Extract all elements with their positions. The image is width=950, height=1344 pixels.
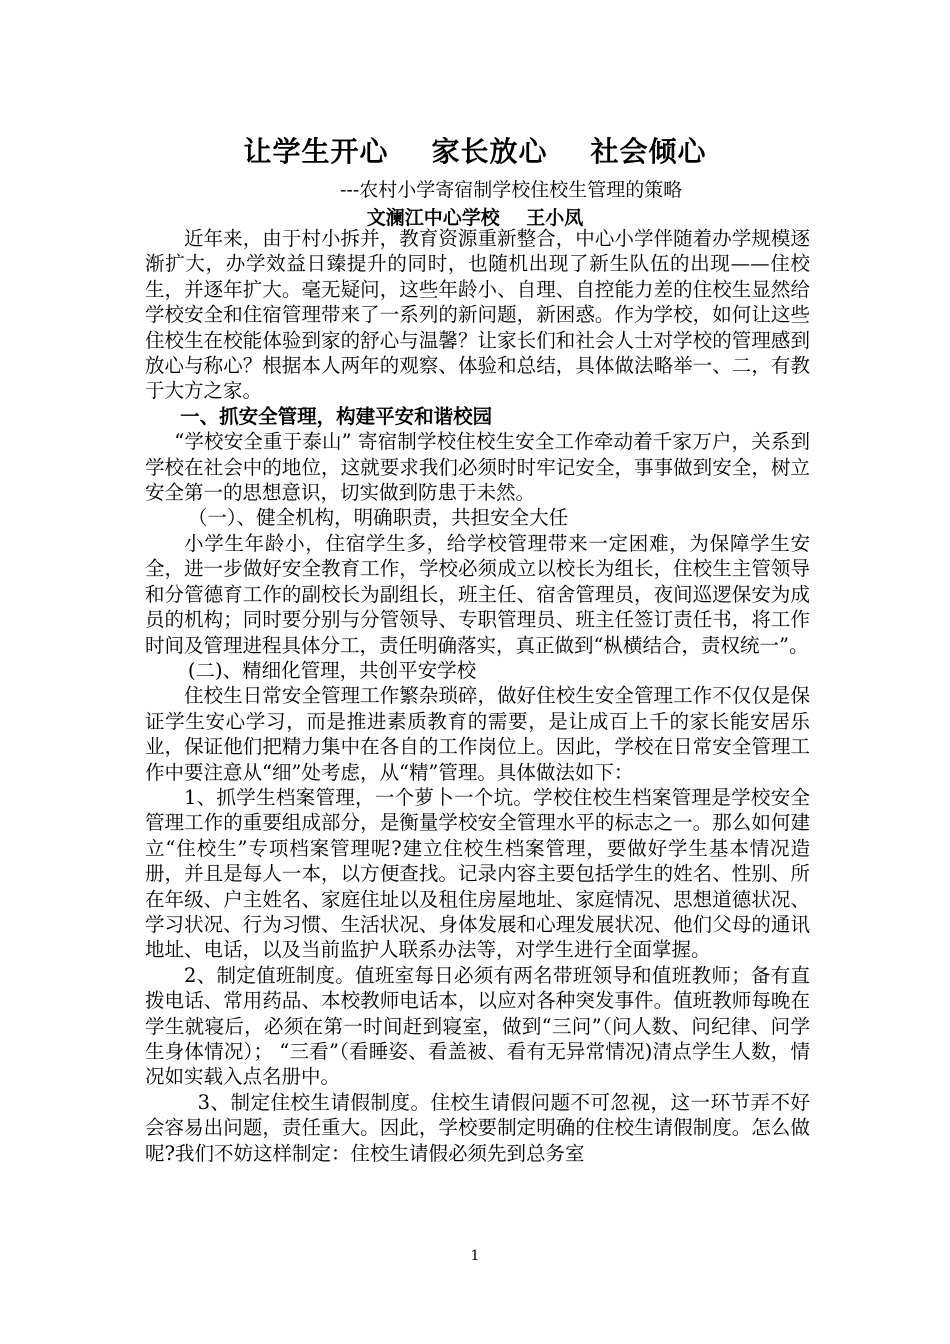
section-heading-1: 一、抓安全管理，构建平安和谐校园 [180,404,493,428]
list-item-archives: 1、抓学生档案管理，一个萝卜一个坑。学校住校生档案管理是学校安全管理工作的重要组成部分，是衡量学校安全管理水平的标志之一。那么如何建立“住校生”专项档案管理呢?建立住校生档案管理，要做好学生基本情况造册，并且是每人一本，以方便查找。记录内容主要包括学生的姓名、性别、所在年级、户主姓名、家庭住址以及租住房屋地址、家庭情况、思想道德状况、学习状况、行为习惯、生活状况、身体发展和心理发展状况、他们父母的通讯地址、电话，以及当前监护人联系办法等，对学生进行全面掌握。 [145,785,810,962]
list-item-duty: 2、制定值班制度。值班室每日必须有两名带班领导和值班教师；备有直拨电话、常用药品、本校教师电话本，以应对各种突发事件。值班教师每晚在学生就寝后，必须在第一时间赶到寝室，做到“三问”（问人数、问纪律、问学生身体情况）； “三看”（看睡姿、看盖被、看有无异常情况)清点学生人数，情况如实载入点名册中。 [145,963,810,1089]
paragraph-refined-management: 住校生日常安全管理工作繁杂琐碎，做好住校生安全管理工作不仅仅是保证学生安心学习，而是推进素质教育的需要，是让成百上千的家长能安居乐业，保证他们把精力集中在各自的工作岗位上。因此，学校在日常安全管理工作中要注意从“细”处考虑，从“精”管理。具体做法如下： [145,684,810,784]
document-title: 让学生开心 家长放心 社会倾心 [243,135,707,168]
page-number: 1 [470,1248,480,1264]
subsection-heading-1: （一）、健全机构，明确职责，共担安全大任 [187,506,569,530]
paragraph-organization: 小学生年龄小，住宿学生多，给学校管理带来一定困难，为保障学生安全，进一步做好安全教育工作，学校必须成立以校长为组长，住校生主管领导和分管德育工作的副校长为副组长，班主任、宿舍管理员，夜间巡逻保安为成员的机构；同时要分别与分管领导、专职管理员、班主任签订责任书，将工作时间及管理进程具体分工，责任明确落实，真正做到“枞横结合，责权统一”。 [145,531,810,657]
document-subtitle: ---农村小学寄宿制学校住校生管理的策略 [340,179,683,201]
paragraph-safety: “学校安全重于泰山” 寄宿制学校住校生安全工作牵动着千家万户，关系到学校在社会中的地位，这就要求我们必须时时牢记安全，事事做到安全，树立安全第一的思想意识，切实做到防患于未然。 [145,430,810,505]
list-item-leave: 3、制定住校生请假制度。住校生请假问题不可忽视，这一环节弄不好会容易出问题，责任重大。因此，学校要制定明确的住校生请假制度。怎么做呢?我们不妨这样制定：住校生请假必须先到总务室 [145,1090,810,1165]
paragraph-intro: 近年来，由于村小拆并，教育资源重新整合，中心小学伴随着办学规模逐渐扩大，办学效益日臻提升的同时，也随机出现了新生队伍的出现——住校生，并逐年扩大。毫无疑问，这些年龄小、自理、自控能力差的住校生显然给学校安全和住宿管理带来了一系列的新问题，新困惑。作为学校，如何让这些住校生在校能体验到家的舒心与温馨？让家长们和社会人士对学校的管理感到放心与称心？根据本人两年的观察、体验和总结，具体做法略举一、二，有教于大方之家。 [145,227,810,403]
subsection-heading-2: (二)、精细化管理，共创平安学校 [187,658,477,682]
document-body [145,226,810,1166]
author-byline: 文澜江中心学校 王小凤 [366,207,584,229]
